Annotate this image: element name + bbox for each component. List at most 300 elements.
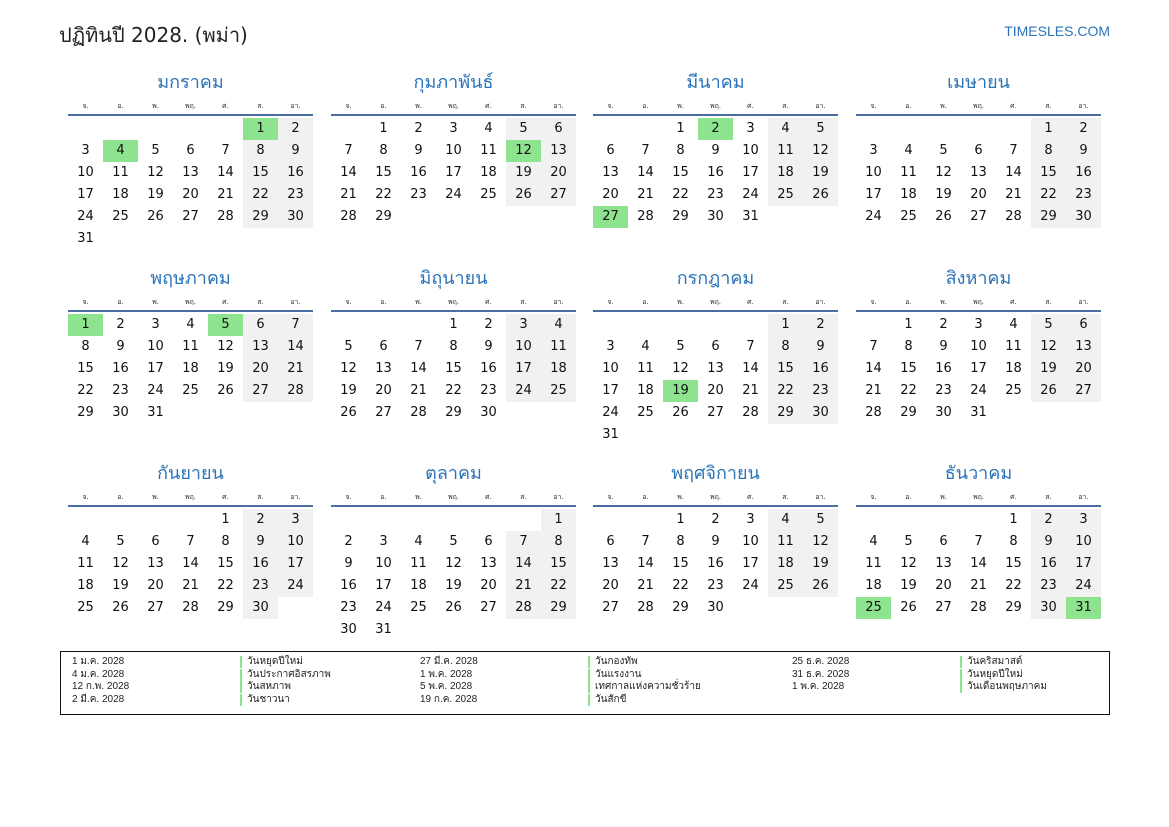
holiday-day-cell[interactable]: 1 [68,314,103,336]
day-cell[interactable]: 12 [803,140,838,162]
day-cell[interactable]: 15 [77,361,94,376]
day-cell[interactable]: 8 [1031,140,1066,162]
day-cell[interactable]: 27 [707,405,724,420]
day-cell[interactable]: 11 [410,556,427,571]
day-cell[interactable]: 18 [637,383,654,398]
day-cell[interactable]: 14 [217,165,234,180]
day-cell[interactable]: 29 [375,209,392,224]
day-cell[interactable]: 11 [480,143,497,158]
day-cell[interactable]: 29 [541,597,576,619]
day-cell[interactable]: 12 [445,556,462,571]
day-cell[interactable]: 1 [541,509,576,531]
day-cell[interactable]: 27 [375,405,392,420]
brand-link[interactable]: TIMESLES.COM [1004,23,1110,39]
day-cell[interactable]: 2 [1066,118,1101,140]
day-cell[interactable]: 10 [77,165,94,180]
day-cell[interactable]: 22 [445,383,462,398]
day-cell[interactable]: 9 [278,140,313,162]
day-cell[interactable]: 14 [865,361,882,376]
day-cell[interactable]: 4 [768,118,803,140]
day-cell[interactable]: 29 [445,405,462,420]
day-cell[interactable]: 21 [278,358,313,380]
day-cell[interactable]: 5 [939,143,948,158]
day-cell[interactable]: 21 [742,383,759,398]
day-cell[interactable]: 26 [147,209,164,224]
day-cell[interactable]: 10 [970,339,987,354]
day-cell[interactable]: 12 [672,361,689,376]
day-cell[interactable]: 27 [182,209,199,224]
day-cell[interactable]: 9 [711,143,720,158]
day-cell[interactable]: 7 [186,534,195,549]
day-cell[interactable]: 19 [340,383,357,398]
day-cell[interactable]: 9 [939,339,948,354]
day-cell[interactable]: 19 [1031,358,1066,380]
day-cell[interactable]: 20 [602,187,619,202]
day-cell[interactable]: 25 [541,380,576,402]
day-cell[interactable]: 8 [221,534,230,549]
day-cell[interactable]: 12 [935,165,952,180]
day-cell[interactable]: 11 [637,361,654,376]
day-cell[interactable]: 9 [484,339,493,354]
day-cell[interactable]: 6 [484,534,493,549]
day-cell[interactable]: 17 [1066,553,1101,575]
day-cell[interactable]: 30 [112,405,129,420]
day-cell[interactable]: 16 [243,553,278,575]
day-cell[interactable]: 15 [375,165,392,180]
day-cell[interactable]: 4 [541,314,576,336]
day-cell[interactable]: 21 [217,187,234,202]
day-cell[interactable]: 24 [147,383,164,398]
day-cell[interactable]: 23 [410,187,427,202]
holiday-day-cell[interactable]: 25 [856,597,891,619]
day-cell[interactable]: 23 [935,383,952,398]
day-cell[interactable]: 6 [974,143,983,158]
day-cell[interactable]: 3 [379,534,388,549]
day-cell[interactable]: 8 [81,339,90,354]
day-cell[interactable]: 23 [803,380,838,402]
day-cell[interactable]: 3 [81,143,90,158]
day-cell[interactable]: 25 [637,405,654,420]
day-cell[interactable]: 8 [676,534,685,549]
holiday-day-cell[interactable]: 12 [506,140,541,162]
day-cell[interactable]: 21 [637,578,654,593]
day-cell[interactable]: 7 [278,314,313,336]
day-cell[interactable]: 2 [803,314,838,336]
day-cell[interactable]: 16 [1066,162,1101,184]
day-cell[interactable]: 15 [1031,162,1066,184]
day-cell[interactable]: 5 [344,339,353,354]
day-cell[interactable]: 13 [602,165,619,180]
day-cell[interactable]: 30 [278,206,313,228]
day-cell[interactable]: 8 [379,143,388,158]
day-cell[interactable]: 12 [340,361,357,376]
day-cell[interactable]: 3 [606,339,615,354]
day-cell[interactable]: 11 [77,556,94,571]
day-cell[interactable]: 20 [480,578,497,593]
day-cell[interactable]: 24 [375,600,392,615]
day-cell[interactable]: 12 [900,556,917,571]
day-cell[interactable]: 1 [379,121,388,136]
day-cell[interactable]: 24 [742,187,759,202]
day-cell[interactable]: 8 [904,339,913,354]
day-cell[interactable]: 31 [970,405,987,420]
day-cell[interactable]: 13 [602,556,619,571]
day-cell[interactable]: 8 [541,531,576,553]
day-cell[interactable]: 15 [243,162,278,184]
day-cell[interactable]: 30 [1066,206,1101,228]
day-cell[interactable]: 10 [445,143,462,158]
day-cell[interactable]: 24 [970,383,987,398]
day-cell[interactable]: 25 [1005,383,1022,398]
day-cell[interactable]: 1 [1031,118,1066,140]
holiday-day-cell[interactable]: 2 [698,118,733,140]
day-cell[interactable]: 3 [746,512,755,527]
day-cell[interactable]: 8 [768,336,803,358]
day-cell[interactable]: 2 [484,317,493,332]
day-cell[interactable]: 8 [1009,534,1018,549]
day-cell[interactable]: 19 [217,361,234,376]
day-cell[interactable]: 23 [707,187,724,202]
holiday-day-cell[interactable]: 4 [103,140,138,162]
day-cell[interactable]: 25 [182,383,199,398]
day-cell[interactable]: 20 [375,383,392,398]
day-cell[interactable]: 15 [672,165,689,180]
day-cell[interactable]: 12 [1031,336,1066,358]
day-cell[interactable]: 12 [217,339,234,354]
day-cell[interactable]: 26 [900,600,917,615]
day-cell[interactable]: 7 [641,534,650,549]
day-cell[interactable]: 14 [742,361,759,376]
day-cell[interactable]: 27 [602,600,619,615]
day-cell[interactable]: 2 [939,317,948,332]
day-cell[interactable]: 3 [746,121,755,136]
day-cell[interactable]: 7 [344,143,353,158]
day-cell[interactable]: 18 [182,361,199,376]
day-cell[interactable]: 3 [1066,509,1101,531]
day-cell[interactable]: 15 [768,358,803,380]
day-cell[interactable]: 5 [803,118,838,140]
day-cell[interactable]: 4 [869,534,878,549]
day-cell[interactable]: 12 [147,165,164,180]
day-cell[interactable]: 22 [672,187,689,202]
day-cell[interactable]: 23 [112,383,129,398]
day-cell[interactable]: 31 [147,405,164,420]
day-cell[interactable]: 28 [340,209,357,224]
day-cell[interactable]: 26 [803,575,838,597]
day-cell[interactable]: 1 [904,317,913,332]
day-cell[interactable]: 3 [449,121,458,136]
day-cell[interactable]: 13 [707,361,724,376]
day-cell[interactable]: 28 [970,600,987,615]
day-cell[interactable]: 26 [445,600,462,615]
day-cell[interactable]: 29 [900,405,917,420]
day-cell[interactable]: 26 [935,209,952,224]
day-cell[interactable]: 11 [182,339,199,354]
day-cell[interactable]: 11 [900,165,917,180]
day-cell[interactable]: 23 [1031,575,1066,597]
day-cell[interactable]: 24 [865,209,882,224]
holiday-day-cell[interactable]: 5 [208,314,243,336]
day-cell[interactable]: 15 [1005,556,1022,571]
day-cell[interactable]: 29 [77,405,94,420]
day-cell[interactable]: 5 [151,143,160,158]
day-cell[interactable]: 26 [217,383,234,398]
day-cell[interactable]: 23 [480,383,497,398]
day-cell[interactable]: 6 [151,534,160,549]
day-cell[interactable]: 9 [1066,140,1101,162]
day-cell[interactable]: 18 [900,187,917,202]
day-cell[interactable]: 25 [410,600,427,615]
day-cell[interactable]: 3 [974,317,983,332]
day-cell[interactable]: 9 [711,534,720,549]
day-cell[interactable]: 21 [506,575,541,597]
day-cell[interactable]: 1 [449,317,458,332]
day-cell[interactable]: 16 [707,165,724,180]
day-cell[interactable]: 29 [1031,206,1066,228]
day-cell[interactable]: 2 [243,509,278,531]
day-cell[interactable]: 30 [480,405,497,420]
day-cell[interactable]: 16 [278,162,313,184]
day-cell[interactable]: 6 [939,534,948,549]
day-cell[interactable]: 20 [602,578,619,593]
day-cell[interactable]: 11 [1005,339,1022,354]
day-cell[interactable]: 26 [803,184,838,206]
day-cell[interactable]: 20 [935,578,952,593]
day-cell[interactable]: 16 [112,361,129,376]
day-cell[interactable]: 16 [340,578,357,593]
day-cell[interactable]: 1 [676,121,685,136]
day-cell[interactable]: 25 [768,575,803,597]
day-cell[interactable]: 28 [278,380,313,402]
day-cell[interactable]: 4 [641,339,650,354]
day-cell[interactable]: 17 [602,383,619,398]
day-cell[interactable]: 25 [77,600,94,615]
day-cell[interactable]: 27 [935,600,952,615]
day-cell[interactable]: 18 [768,162,803,184]
day-cell[interactable]: 14 [340,165,357,180]
day-cell[interactable]: 21 [1005,187,1022,202]
day-cell[interactable]: 5 [116,534,125,549]
day-cell[interactable]: 10 [506,336,541,358]
day-cell[interactable]: 29 [672,600,689,615]
day-cell[interactable]: 8 [243,140,278,162]
day-cell[interactable]: 17 [970,361,987,376]
day-cell[interactable]: 26 [672,405,689,420]
day-cell[interactable]: 25 [112,209,129,224]
day-cell[interactable]: 4 [768,509,803,531]
day-cell[interactable]: 1 [1009,512,1018,527]
day-cell[interactable]: 21 [410,383,427,398]
day-cell[interactable]: 5 [904,534,913,549]
day-cell[interactable]: 5 [803,509,838,531]
day-cell[interactable]: 8 [676,143,685,158]
day-cell[interactable]: 20 [182,187,199,202]
day-cell[interactable]: 22 [1005,578,1022,593]
day-cell[interactable]: 28 [865,405,882,420]
day-cell[interactable]: 20 [970,187,987,202]
day-cell[interactable]: 9 [1031,531,1066,553]
day-cell[interactable]: 13 [970,165,987,180]
day-cell[interactable]: 5 [449,534,458,549]
day-cell[interactable]: 3 [278,509,313,531]
day-cell[interactable]: 24 [445,187,462,202]
day-cell[interactable]: 7 [869,339,878,354]
day-cell[interactable]: 14 [182,556,199,571]
day-cell[interactable]: 17 [278,553,313,575]
day-cell[interactable]: 4 [186,317,195,332]
day-cell[interactable]: 22 [243,184,278,206]
day-cell[interactable]: 30 [1031,597,1066,619]
day-cell[interactable]: 21 [865,383,882,398]
day-cell[interactable]: 25 [768,184,803,206]
day-cell[interactable]: 17 [77,187,94,202]
day-cell[interactable]: 15 [672,556,689,571]
day-cell[interactable]: 15 [541,553,576,575]
day-cell[interactable]: 11 [768,140,803,162]
day-cell[interactable]: 14 [637,556,654,571]
day-cell[interactable]: 13 [935,556,952,571]
day-cell[interactable]: 18 [480,165,497,180]
day-cell[interactable]: 7 [506,531,541,553]
day-cell[interactable]: 28 [217,209,234,224]
day-cell[interactable]: 31 [375,622,392,637]
day-cell[interactable]: 26 [506,184,541,206]
day-cell[interactable]: 23 [243,575,278,597]
day-cell[interactable]: 22 [672,578,689,593]
day-cell[interactable]: 17 [506,358,541,380]
day-cell[interactable]: 24 [602,405,619,420]
day-cell[interactable]: 25 [900,209,917,224]
day-cell[interactable]: 13 [375,361,392,376]
day-cell[interactable]: 14 [970,556,987,571]
day-cell[interactable]: 4 [414,534,423,549]
day-cell[interactable]: 27 [1066,380,1101,402]
day-cell[interactable]: 4 [1009,317,1018,332]
day-cell[interactable]: 29 [1005,600,1022,615]
day-cell[interactable]: 24 [77,209,94,224]
day-cell[interactable]: 27 [541,184,576,206]
day-cell[interactable]: 30 [340,622,357,637]
day-cell[interactable]: 11 [112,165,129,180]
day-cell[interactable]: 4 [484,121,493,136]
day-cell[interactable]: 29 [768,402,803,424]
day-cell[interactable]: 18 [77,578,94,593]
day-cell[interactable]: 6 [243,314,278,336]
day-cell[interactable]: 17 [865,187,882,202]
day-cell[interactable]: 16 [410,165,427,180]
day-cell[interactable]: 14 [637,165,654,180]
day-cell[interactable]: 18 [541,358,576,380]
day-cell[interactable]: 20 [243,358,278,380]
day-cell[interactable]: 28 [742,405,759,420]
day-cell[interactable]: 20 [541,162,576,184]
day-cell[interactable]: 27 [480,600,497,615]
day-cell[interactable]: 7 [641,143,650,158]
day-cell[interactable]: 28 [637,209,654,224]
day-cell[interactable]: 13 [182,165,199,180]
day-cell[interactable]: 19 [445,578,462,593]
day-cell[interactable]: 18 [112,187,129,202]
day-cell[interactable]: 29 [217,600,234,615]
day-cell[interactable]: 6 [606,534,615,549]
day-cell[interactable]: 6 [379,339,388,354]
day-cell[interactable]: 18 [410,578,427,593]
day-cell[interactable]: 23 [340,600,357,615]
day-cell[interactable]: 15 [900,361,917,376]
day-cell[interactable]: 28 [637,600,654,615]
day-cell[interactable]: 1 [676,512,685,527]
day-cell[interactable]: 11 [768,531,803,553]
day-cell[interactable]: 11 [541,336,576,358]
day-cell[interactable]: 30 [803,402,838,424]
day-cell[interactable]: 10 [1066,531,1101,553]
day-cell[interactable]: 23 [707,578,724,593]
day-cell[interactable]: 13 [147,556,164,571]
day-cell[interactable]: 21 [970,578,987,593]
day-cell[interactable]: 17 [742,556,759,571]
day-cell[interactable]: 20 [707,383,724,398]
day-cell[interactable]: 4 [81,534,90,549]
day-cell[interactable]: 2 [414,121,423,136]
day-cell[interactable]: 14 [410,361,427,376]
day-cell[interactable]: 7 [974,534,983,549]
day-cell[interactable]: 2 [116,317,125,332]
day-cell[interactable]: 12 [112,556,129,571]
day-cell[interactable]: 10 [278,531,313,553]
day-cell[interactable]: 24 [742,578,759,593]
day-cell[interactable]: 28 [1005,209,1022,224]
day-cell[interactable]: 30 [243,597,278,619]
day-cell[interactable]: 28 [506,597,541,619]
day-cell[interactable]: 25 [480,187,497,202]
day-cell[interactable]: 5 [1031,314,1066,336]
day-cell[interactable]: 18 [865,578,882,593]
day-cell[interactable]: 27 [970,209,987,224]
day-cell[interactable]: 10 [865,165,882,180]
day-cell[interactable]: 9 [344,556,353,571]
day-cell[interactable]: 27 [147,600,164,615]
day-cell[interactable]: 9 [243,531,278,553]
day-cell[interactable]: 28 [182,600,199,615]
day-cell[interactable]: 10 [742,143,759,158]
day-cell[interactable]: 28 [410,405,427,420]
day-cell[interactable]: 21 [637,187,654,202]
day-cell[interactable]: 31 [742,209,759,224]
day-cell[interactable]: 29 [672,209,689,224]
day-cell[interactable]: 13 [243,336,278,358]
day-cell[interactable]: 6 [186,143,195,158]
day-cell[interactable]: 3 [506,314,541,336]
holiday-day-cell[interactable]: 27 [593,206,628,228]
day-cell[interactable]: 6 [606,143,615,158]
day-cell[interactable]: 23 [1066,184,1101,206]
day-cell[interactable]: 30 [707,600,724,615]
day-cell[interactable]: 19 [112,578,129,593]
day-cell[interactable]: 3 [151,317,160,332]
day-cell[interactable]: 6 [711,339,720,354]
holiday-day-cell[interactable]: 19 [663,380,698,402]
day-cell[interactable]: 19 [803,553,838,575]
day-cell[interactable]: 9 [803,336,838,358]
day-cell[interactable]: 17 [445,165,462,180]
day-cell[interactable]: 27 [243,380,278,402]
day-cell[interactable]: 2 [278,118,313,140]
day-cell[interactable]: 10 [375,556,392,571]
day-cell[interactable]: 16 [480,361,497,376]
day-cell[interactable]: 22 [77,383,94,398]
day-cell[interactable]: 10 [147,339,164,354]
day-cell[interactable]: 9 [414,143,423,158]
